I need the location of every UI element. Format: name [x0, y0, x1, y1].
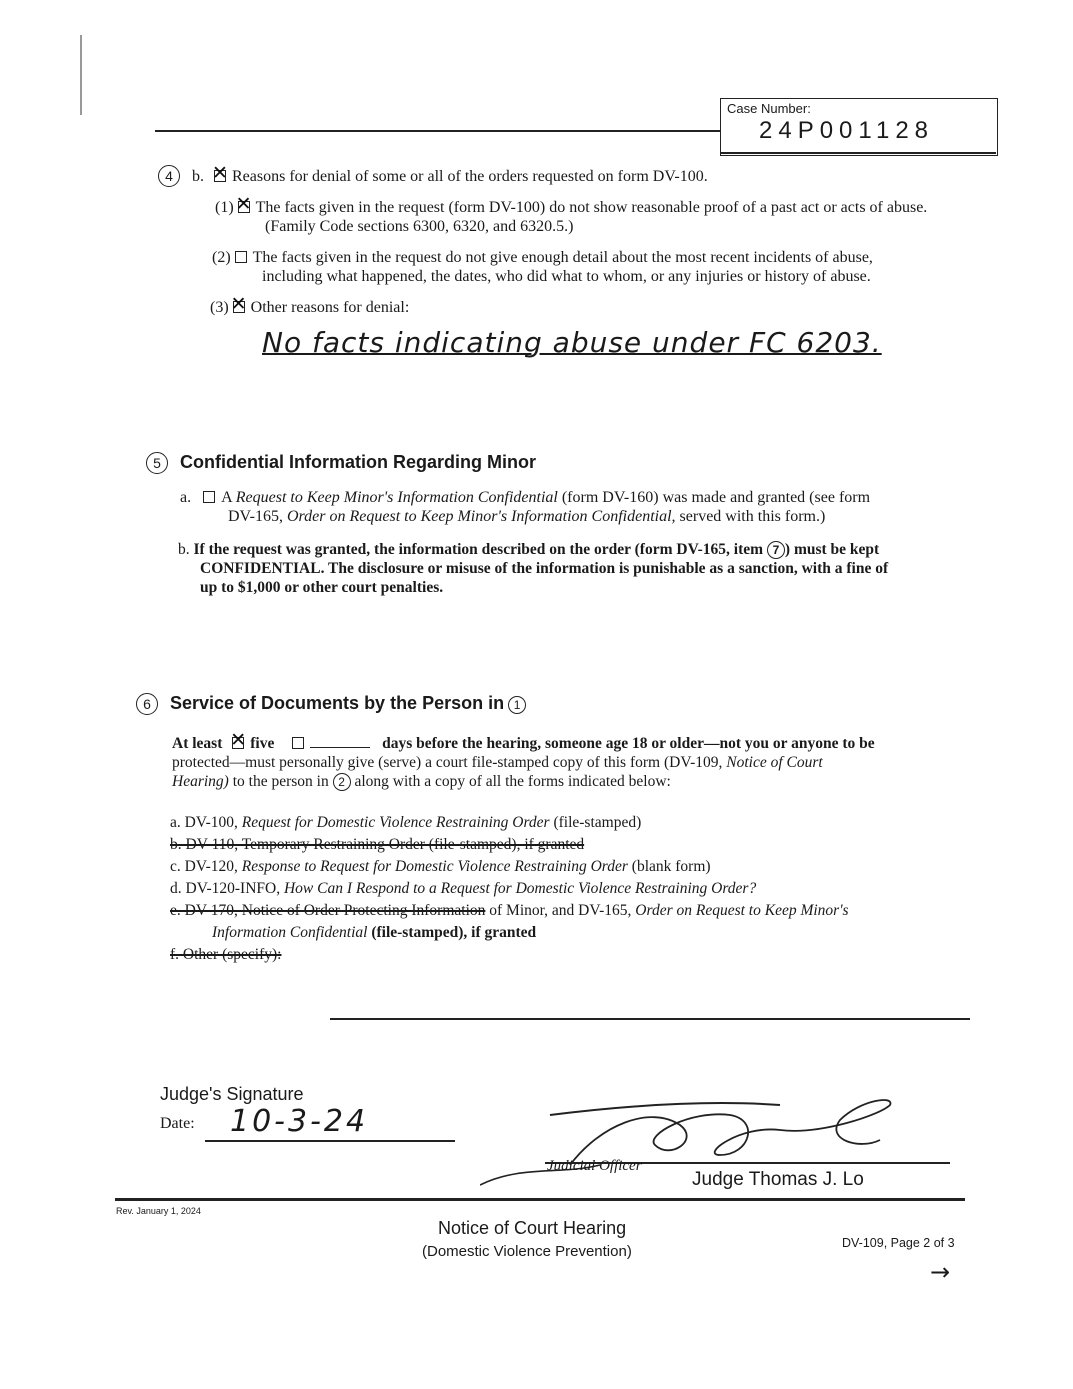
item6-line3-italic: Hearing)	[172, 773, 229, 790]
item6-a	[170, 812, 970, 834]
item4-number: 4	[158, 165, 180, 187]
item4-checkbox[interactable]	[214, 170, 226, 182]
item6-e	[170, 900, 970, 944]
item6-e-line2-italic: Information Confidential	[212, 924, 368, 941]
footer-title: Notice of Court Hearing	[438, 1218, 627, 1238]
item5-number: 5	[146, 452, 168, 474]
date-label: Date:	[160, 1115, 195, 1132]
item6-e-italic: Order on Request to Keep Minor's	[635, 902, 849, 919]
item5-a-mid: (form DV-160) was made and granted (see form	[561, 489, 871, 506]
reason1-line2: (Family Code sections 6300, 6320, and 6320.5.)	[265, 218, 574, 235]
item4-letter: b.	[192, 168, 204, 185]
header-rule	[155, 130, 720, 132]
item6-c-letter: c.	[170, 858, 181, 875]
date-underline	[205, 1140, 455, 1142]
footer-rule	[115, 1198, 965, 1201]
item5-b	[178, 540, 978, 597]
item6-other-days-checkbox[interactable]	[292, 737, 304, 749]
reason2-number: (2)	[212, 249, 231, 266]
footer-rev: Rev. January 1, 2024	[116, 1206, 201, 1216]
item5-a	[180, 488, 950, 526]
item4-heading-row	[158, 165, 978, 187]
item5-b-line2: CONFIDENTIAL. The disclosure or misuse of the information is punishable as a sanction, with a fine of	[200, 560, 889, 577]
item4-heading: Reasons for denial of some or all of the orders requested on form DV-100.	[232, 168, 708, 185]
item5-b-line1-end: ) must be kept	[784, 541, 880, 558]
item6-line3-ref: 2	[333, 773, 351, 791]
item6-title-ref: 1	[508, 696, 526, 714]
date-value[interactable]: 10-3-24	[230, 1104, 369, 1139]
item6-e-strike: e. DV-170, Notice of Order Protecting Information	[170, 902, 486, 919]
item5-a-line2-post: served with this form.)	[679, 508, 826, 525]
reason1-checkbox[interactable]	[238, 201, 250, 213]
item5-a-pre: A	[221, 489, 232, 506]
item6-b	[170, 834, 970, 856]
reason3-handwritten: No facts indicating abuse under FC 6203.	[262, 326, 882, 359]
item6-d-letter: d.	[170, 880, 182, 897]
item6-c-code: DV-120,	[184, 858, 238, 875]
next-page-arrow-icon[interactable]: →	[930, 1258, 951, 1286]
item5-a-italic1: Request to Keep Minor's Information Confidential	[235, 489, 558, 506]
item5-a-italic2: Order on Request to Keep Minor's Information Confidential,	[286, 508, 676, 525]
item6-e-rest: of Minor, and DV-165,	[489, 902, 632, 919]
item6-c-post: (blank form)	[631, 858, 711, 875]
item6-d-italic: How Can I Respond to a Request for Domestic Violence Restraining Order?	[283, 880, 757, 897]
item5-title: Confidential Information Regarding Minor	[180, 452, 536, 472]
reason3-checkbox[interactable]	[233, 301, 245, 313]
item6-days-text: days before the hearing, someone age 18 or older—not you or anyone to be	[382, 735, 875, 752]
item6-f	[170, 944, 970, 966]
reason1-line1: The facts given in the request (form DV-100) do not show reasonable proof of a past act or acts of abuse.	[255, 199, 928, 216]
item6-a-letter: a.	[170, 814, 181, 831]
item6-at-least: At least	[172, 735, 223, 752]
footer-page: DV-109, Page 2 of 3	[842, 1236, 955, 1250]
left-margin-mark	[80, 35, 82, 115]
reason2-line2: including what happened, the dates, who did what to whom, or any injuries or history of abuse.	[262, 268, 871, 285]
reason2-checkbox[interactable]	[235, 251, 247, 263]
item6-f-text: f. Other (specify):	[170, 946, 282, 963]
item6-list	[170, 812, 970, 966]
item6-number: 6	[136, 693, 158, 715]
item5-a-checkbox[interactable]	[203, 491, 215, 503]
case-number-label: Case Number:	[727, 101, 811, 116]
reason3-number: (3)	[210, 299, 229, 316]
item5-a-letter: a.	[180, 489, 192, 506]
item6-d-code: DV-120-INFO,	[185, 880, 281, 897]
item6-a-post: (file-stamped)	[553, 814, 642, 831]
case-number-value: 24P001128	[759, 117, 935, 144]
item6-f-specify-line	[330, 1018, 970, 1020]
item6-line2-italic: Notice of Court	[726, 754, 823, 771]
item6-a-code: DV-100,	[184, 814, 238, 831]
footer-subtitle: (Domestic Violence Prevention)	[422, 1243, 632, 1260]
item4-reason3	[210, 298, 710, 317]
judicial-officer-label: Judicial Officer	[547, 1158, 642, 1174]
header-rule-under	[720, 152, 996, 154]
item6-five: five	[250, 735, 275, 752]
case-number-box	[720, 98, 998, 156]
item5-a-line2-pre: DV-165,	[228, 508, 283, 525]
item6-c	[170, 856, 970, 878]
reason1-number: (1)	[215, 199, 234, 216]
reason2-line1: The facts given in the request do not give enough detail about the most recent incidents of abuse,	[252, 249, 873, 266]
signature-heading: Judge's Signature	[160, 1084, 304, 1104]
item6-line3-post: along with a copy of all the forms indicated below:	[354, 773, 671, 790]
item6-d	[170, 878, 970, 900]
item6-a-italic: Request for Domestic Violence Restraining Order	[241, 814, 550, 831]
item6-e-line2-post: (file-stamped), if granted	[371, 924, 537, 941]
item5-heading-row	[146, 452, 536, 474]
item4-reason1	[215, 198, 995, 236]
item6-line3-pre: to the person in	[232, 773, 329, 790]
item6-title: Service of Documents by the Person in	[170, 693, 505, 713]
reason3-label: Other reasons for denial:	[250, 299, 410, 316]
item6-five-checkbox[interactable]	[232, 737, 244, 749]
item6-c-italic: Response to Request for Domestic Violence Restraining Order	[241, 858, 628, 875]
item4-reason2	[212, 248, 992, 286]
item5-b-line3: up to $1,000 or other court penalties.	[200, 579, 444, 596]
item5-b-letter: b.	[178, 541, 190, 558]
item5-b-line1: If the request was granted, the information described on the order (form DV-165, item	[193, 541, 767, 558]
item6-heading-row	[136, 693, 526, 715]
item6-intro	[172, 734, 962, 791]
item6-line2: protected—must personally give (serve) a court file-stamped copy of this form (DV-109,	[172, 754, 723, 771]
item6-days-blank[interactable]	[310, 747, 370, 748]
item5-b-item-number: 7	[767, 541, 785, 559]
item6-b-text: b. DV-110, Temporary Restraining Order (file-stamped), if granted	[170, 836, 585, 853]
judge-name: Judge Thomas J. Lo	[692, 1169, 864, 1190]
